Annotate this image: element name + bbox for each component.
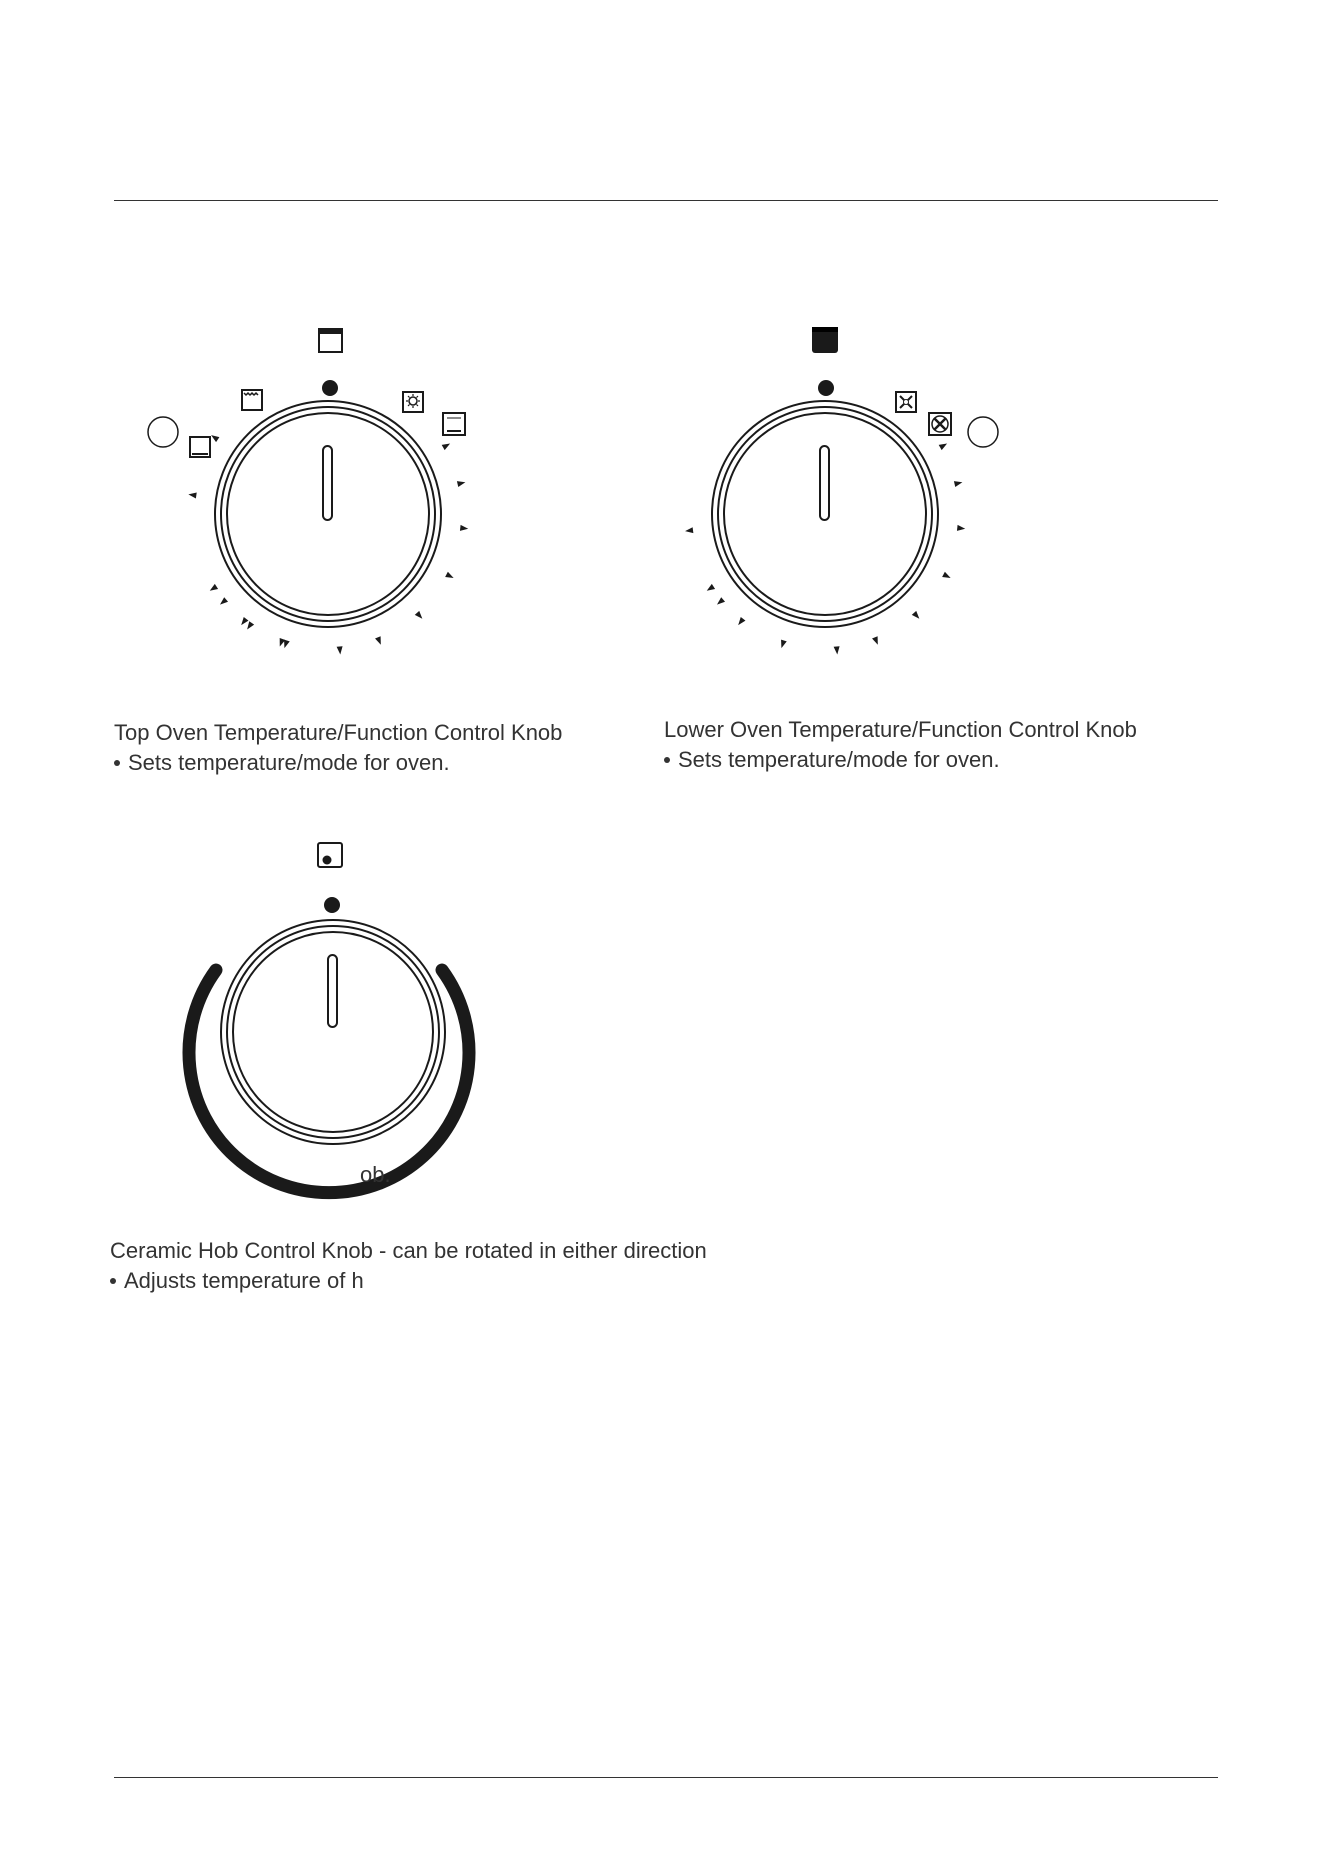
bullet-icon [114,760,120,766]
tick-mark [247,621,254,629]
tick-mark [415,611,423,619]
lower-oven-knob-diagram [670,310,1050,680]
tick-mark [717,597,725,604]
top-oven-caption [114,718,562,778]
tick-mark [188,493,196,499]
conventional-oven-icon [443,413,465,435]
ceramic-hob-knob-description [110,1266,707,1296]
header-rule [114,200,1218,201]
bullet-icon [110,1278,116,1284]
full-element-icon [812,327,838,353]
top-oven-knob[interactable] [215,401,441,627]
tick-mark [445,572,453,578]
tick-mark [834,646,840,654]
tick-mark [211,435,219,442]
hob-zone-icon [318,843,342,867]
top-oven-knob-diagram [130,310,510,680]
off-position-dot [818,380,834,396]
description-text: Adjusts temperature of h [124,1268,364,1293]
tick-mark [685,527,693,533]
oven-light-icon [403,392,423,412]
ceramic-hob-knob-diagram [170,830,490,1210]
bullet-icon [664,757,670,763]
tick-mark [738,617,745,625]
tick-mark [210,584,218,591]
ceramic-hob-knob[interactable] [221,920,445,1144]
top-oven-knob-title: Top Oven Temperature/Function Control Knob [114,720,563,745]
knob-pointer [323,446,332,520]
tick-mark [954,481,962,487]
top-oven-knob-description [114,748,562,778]
reference-circle [148,417,178,447]
tick-mark [337,646,343,654]
tick-mark [957,525,965,531]
tick-mark [284,640,290,649]
fan-assisted-icon [896,392,916,412]
tick-mark [942,572,950,578]
grill-icon [242,390,262,410]
off-position-dot [324,897,340,913]
lower-oven-caption [664,715,1137,775]
tick-mark [442,444,450,451]
description-text: Sets temperature/mode for oven. [678,747,1000,772]
top-element-icon [319,329,342,352]
footer-rule [114,1777,1218,1778]
tick-mark [872,636,878,645]
bottom-element-icon [190,437,210,457]
hob-text-fragment: ob. [360,1162,391,1187]
tick-mark [460,525,468,531]
tick-mark [707,584,715,591]
reference-circle [968,417,998,447]
tick-mark [241,617,248,625]
description-text: Sets temperature/mode for oven. [128,750,450,775]
tick-mark [939,444,947,451]
tick-mark [220,597,228,604]
lower-oven-knob-title: Lower Oven Temperature/Function Control Knob [664,717,1137,742]
off-position-dot [322,380,338,396]
tick-mark [781,640,787,649]
lower-oven-knob[interactable] [712,401,938,627]
knob-pointer [328,955,337,1027]
ceramic-hob-caption [110,1236,707,1296]
tick-mark [457,481,465,487]
knob-pointer [820,446,829,520]
fan-icon [929,413,951,435]
lower-oven-knob-description [664,745,1137,775]
ceramic-hob-knob-title: Ceramic Hob Control Knob - can be rotated in either direction [110,1238,707,1263]
tick-mark [912,611,920,619]
tick-mark [375,636,381,645]
